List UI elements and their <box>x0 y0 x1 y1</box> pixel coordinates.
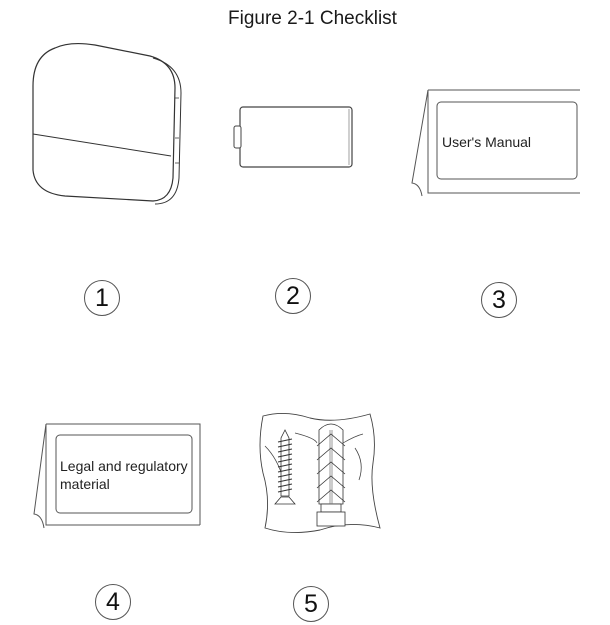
item-number-3: 3 <box>481 282 517 318</box>
item-number-1: 1 <box>84 280 120 316</box>
figure-title: Figure 2-1 Checklist <box>228 8 397 29</box>
item-number-4: 4 <box>95 584 131 620</box>
device-icon <box>25 38 185 208</box>
legal-card-label <box>60 457 188 493</box>
legal-card-label-line2: material <box>60 476 110 492</box>
item-number-2: 2 <box>275 278 311 314</box>
manual-card-label: User's Manual <box>442 134 532 150</box>
legal-card-label-line1: Legal and regulatory <box>60 458 188 474</box>
item-number-5: 5 <box>293 586 329 622</box>
battery-icon <box>232 105 357 175</box>
screw-pack-icon <box>255 408 387 538</box>
